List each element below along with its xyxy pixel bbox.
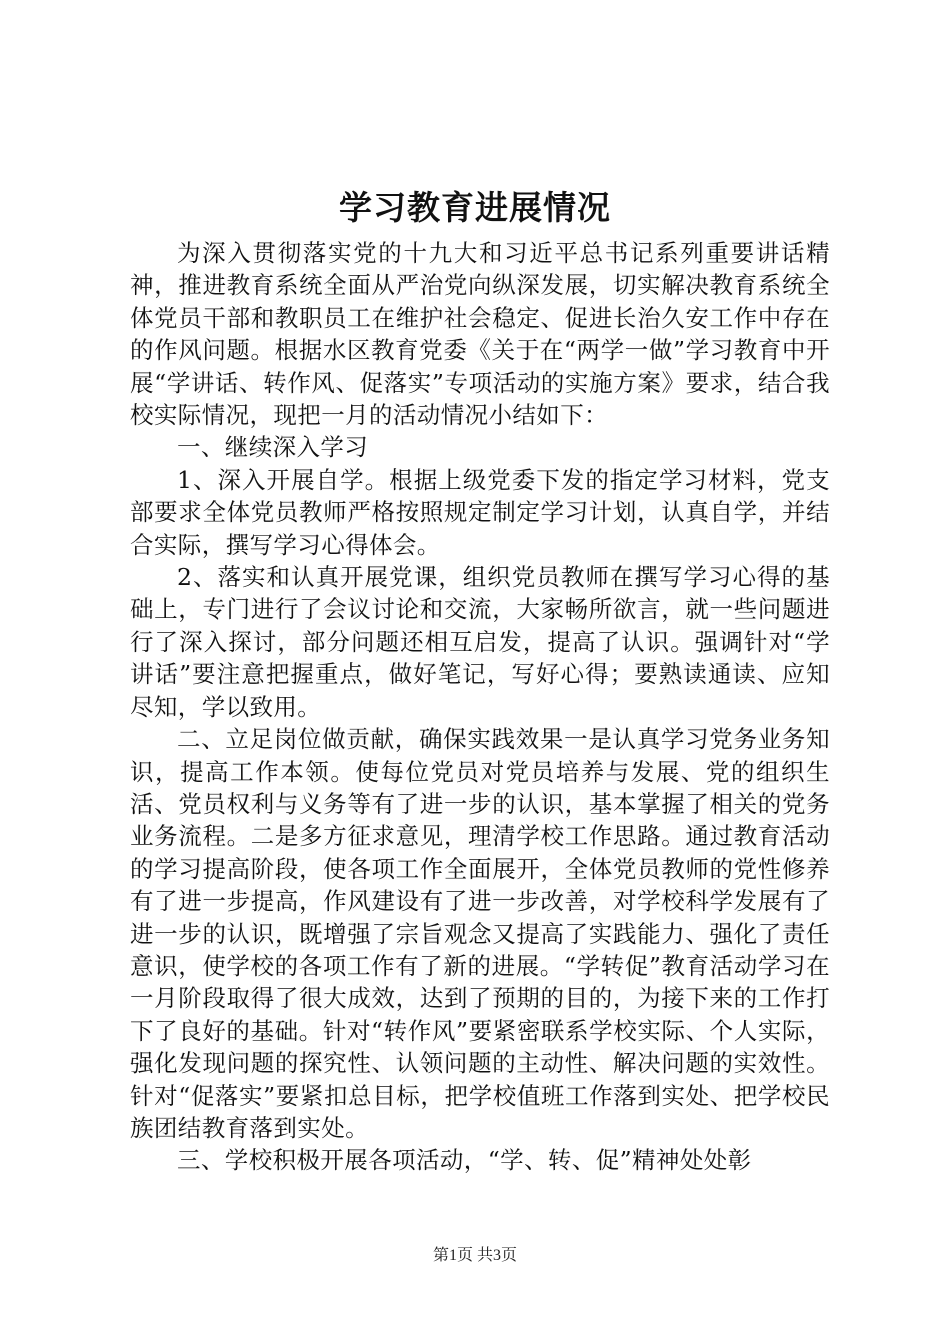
paragraph-section-2: 二、立足岗位做贡献，确保实践效果一是认真学习党务业务知识，提高工作本领。使每位党员对党员培养与发展、党的组织生活、党员权利与义务等有了进一步的认识，基本掌握了相关的党务业务流程。二是多方征求意见，理清学校工作思路。通过教育活动的学习提高阶段，使各项工作全面展开，全体党员教师的党性修养有了进一步提高，作风建设有了进一步改善，对学校科学发展有了进一步的认识，既增强了宗旨观念又提高了实践能力、强化了责任意识，使学校的各项工作有了新的进展。“学转促”教育活动学习在一月阶段取得了很大成效，达到了预期的目的，为接下来的工作打下了良好的基础。针对“转作风”要紧密联系学校实际、个人实际，强化发现问题的探究性、认领问题的主动性、解决问题的实效性。针对“促落实”要紧扣总目标，把学校值班工作落到实处、把学校民族团结教育落到实处。 (130, 725, 830, 1142)
document-title: 学习教育进展情况 (339, 188, 611, 227)
paragraph-section-3: 三、学校积极开展各项活动，“学、转、促”精神处处彰 (177, 1146, 752, 1175)
paragraph-item-2: 2、落实和认真开展党课，组织党员教师在撰写学习心得的基础上，专门进行了会议讨论和交流，大家畅所欲言，就一些问题进行了深入探讨，部分问题还相互启发，提高了认识。强调针对“学讲话”要注意把握重点，做好笔记，写好心得；要熟读通读、应知尽知，学以致用。 (130, 563, 830, 721)
section-heading-1: 一、继续深入学习 (177, 433, 369, 462)
paragraph-item-1: 1、深入开展自学。根据上级党委下发的指定学习材料，党支部要求全体党员教师严格按照规定制定学习计划，认真自学，并结合实际，撰写学习心得体会。 (130, 465, 830, 559)
page-number-footer: 第1页 共3页 (432, 1247, 517, 1264)
paragraph-intro: 为深入贯彻落实党的十九大和习近平总书记系列重要讲话精神，推进教育系统全面从严治党向纵深发展，切实解决教育系统全体党员干部和教职员工在维护社会稳定、促进长治久安工作中存在的作风问题。根据水区教育党委《关于在“两学一做”学习教育中开展“学讲话、转作风、促落实”专项活动的实施方案》要求，结合我校实际情况，现把一月的活动情况小结如下： (130, 239, 830, 430)
document-body (130, 237, 830, 1177)
